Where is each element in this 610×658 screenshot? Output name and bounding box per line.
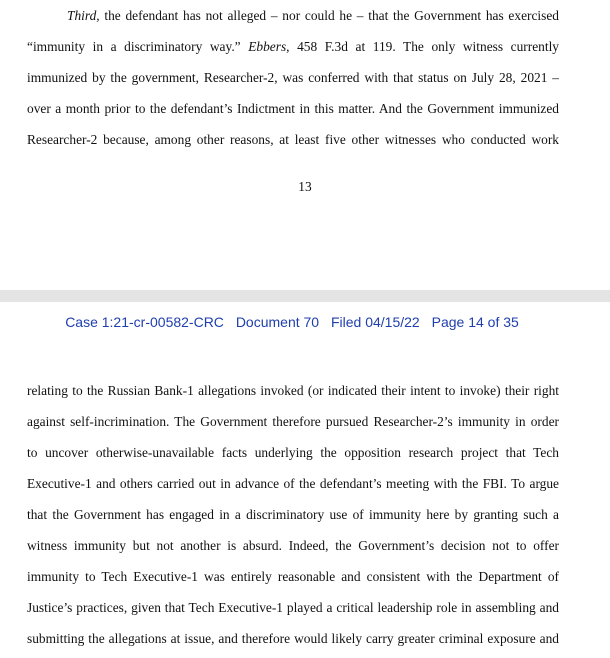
paragraph-line: [27, 39, 559, 55]
case-citation: Ebbers: [248, 39, 287, 54]
case-header: [0, 313, 584, 331]
paragraph-line: against self-incrimination. The Government therefore pursued Researcher-2’s immunity in order: [27, 414, 559, 429]
line-text: the defendant has not alleged – nor could he – that the Government has exercised: [99, 8, 559, 23]
page-separator: [0, 290, 610, 302]
paragraph-line: [67, 8, 559, 24]
paragraph-line: Executive-1 and others carried out in advance of the defendant’s meeting with the FBI. To argue: [27, 476, 559, 491]
paragraph-line: over a month prior to the defendant’s Indictment in this matter. And the Government immunized: [27, 101, 559, 116]
paragraph-line: immunity to Tech Executive-1 was entirely reasonable and consistent with the Department of: [27, 569, 559, 584]
line-text: , 458 F.3d at 119. The only witness currently: [286, 39, 559, 54]
case-number: Case 1:21-cr-00582-CRC: [65, 314, 224, 330]
paragraph-line: that the Government has engaged in a discriminatory use of immunity here by granting such a: [27, 507, 559, 522]
document-page-13: [0, 0, 610, 290]
italic-lead: Third,: [67, 8, 100, 23]
paragraph-line: witness immunity but not another is absurd. Indeed, the Government’s decision not to offer: [27, 538, 559, 553]
paragraph-line: submitting the allegations at issue, and therefore would likely carry greater criminal exposure and: [27, 631, 559, 646]
paragraph-line: immunized by the government, Researcher-2, was conferred with that status on July 28, 2021 –: [27, 70, 559, 85]
paragraph-line: to uncover otherwise-unavailable facts underlying the opposition research project that Tech: [27, 445, 559, 460]
filed-date: Filed 04/15/22: [330, 314, 420, 330]
line-text: “immunity in a discriminatory way.”: [27, 39, 249, 54]
document-number: Document 70: [235, 314, 320, 330]
paragraph-line: relating to the Russian Bank-1 allegations invoked (or indicated their intent to invoke) their right: [27, 383, 559, 398]
paragraph-line: Justice’s practices, given that Tech Executive-1 played a critical leadership role in assembling and: [27, 600, 559, 615]
page-number: 13: [298, 179, 312, 194]
paragraph-line: Researcher-2 because, among other reasons, at least five other witnesses who conducted work: [27, 132, 559, 147]
document-page-14: [0, 302, 610, 658]
page-count: Page 14 of 35: [431, 314, 519, 330]
